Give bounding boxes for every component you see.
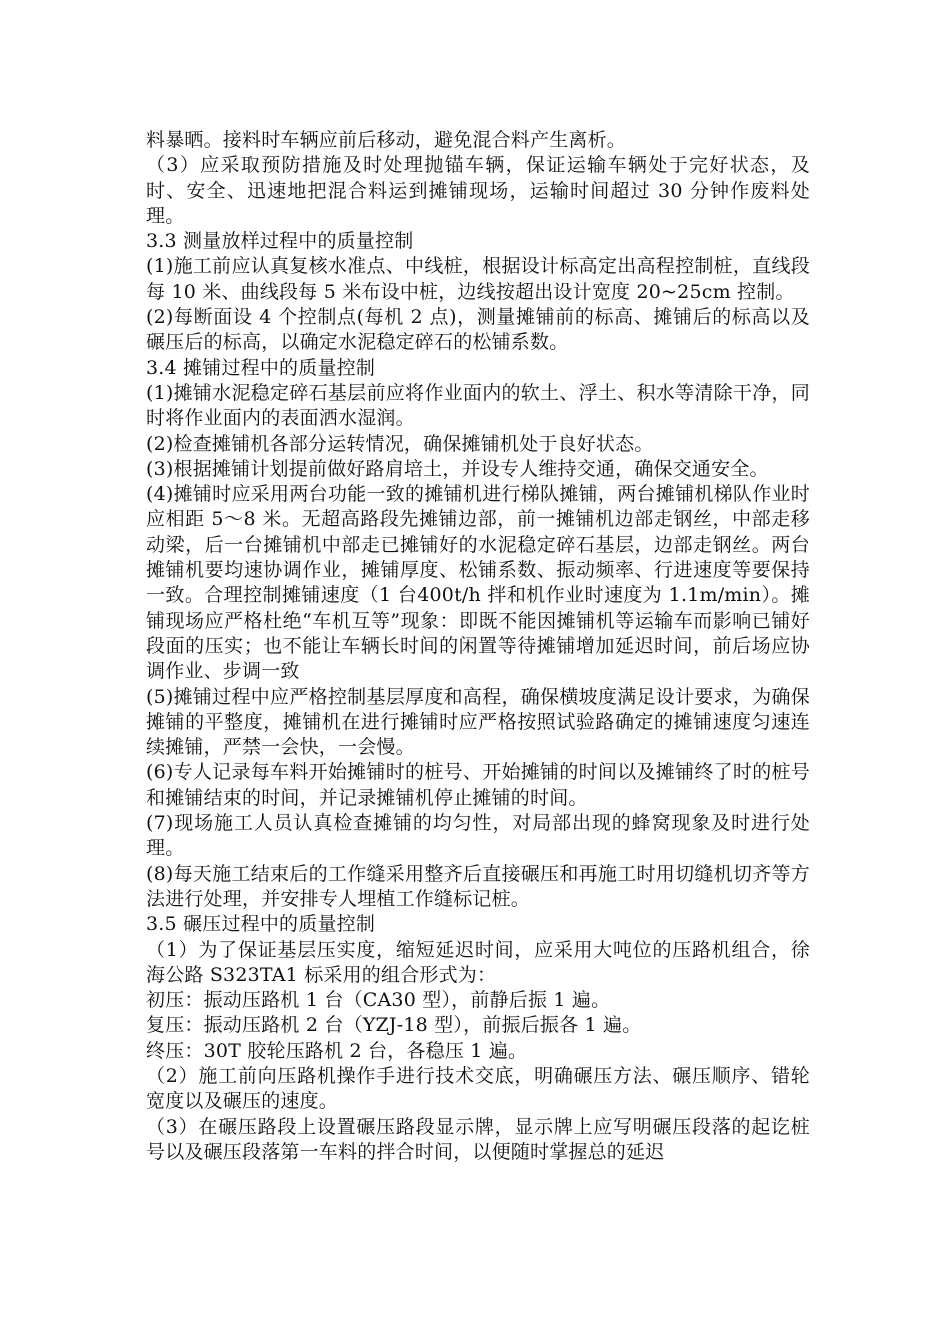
paragraph: 复压：振动压路机 2 台（YZJ-18 型），前振后振各 1 遍。 [146,1014,642,1037]
section-heading: 3.5 碾压过程中的质量控制 [146,913,376,936]
paragraph: (4)摊铺时应采用两台功能一致的摊铺机进行梯队摊铺，两台摊铺机梯队作业时应相距 5～8 米。无超高路段先摊铺边部，前一摊铺机边部走钢丝，中部走移动梁，后一台摊铺机中部走已摊铺好的水泥稳定碎石基层，边部走钢丝。两台摊铺机要均速协调作业，摊铺厚度、松铺系数、振动频率、行进速度等要保持一致。合理控制摊铺速度（1 台400t/h 拌和机作业时速度为 1.1m/min）。摊铺现场应严格杜绝“车机互等”现象：即既不能因摊铺机等运输车而影响已铺好段面的压实；也不能让车辆长时间的闲置等待摊铺增加延迟时间，前后场应协调作业、步调一致 [146,483,810,683]
paragraph: 料暴晒。接料时车辆应前后移动，避免混合料产生离析。 [146,129,627,151]
section-heading: 3.4 摊铺过程中的质量控制 [146,356,376,379]
paragraph: （2）施工前向压路机操作手进行技术交底，明确碾压方法、碾压顺序、错轮宽度以及碾压的速度。 [146,1064,810,1113]
paragraph: (8)每天施工结束后的工作缝采用整齐后直接碾压和再施工时用切缝机切齐等方法进行处理，并安排专人埋植工作缝标记桩。 [146,862,810,910]
document-page [146,128,810,1165]
paragraph: (6)专人记录每车料开始摊铺时的桩号、开始摊铺的时间以及摊铺终了时的桩号和摊铺结束的时间，并记录摊铺机停止摊铺的时间。 [146,761,810,809]
paragraph: （3）应采取预防措施及时处理抛锚车辆，保证运输车辆处于完好状态，及时、安全、迅速地把混合料运到摊铺现场，运输时间超过 30 分钟作废料处理。 [146,154,810,227]
paragraph: (2)每断面设 4 个控制点(每机 2 点)，测量摊铺前的标高、摊铺后的标高以及碾压后的标高，以确定水泥稳定碎石的松铺系数。 [146,306,810,354]
paragraph: (1)施工前应认真复核水准点、中线桩，根据设计标高定出高程控制桩，直线段每 10 米、曲线段每 5 米布设中桩，边线按超出设计宽度 20~25cm 控制。 [146,255,810,303]
paragraph: (5)摊铺过程中应严格控制基层厚度和高程，确保横坡度满足设计要求，为确保摊铺的平整度，摊铺机在进行摊铺时应严格按照试验路确定的摊铺速度匀速连续摊铺，严禁一会快，一会慢。 [146,685,810,759]
section-heading: 3.3 测量放样过程中的质量控制 [146,230,414,253]
paragraph: 初压：振动压路机 1 台（CA30 型），前静后振 1 遍。 [146,989,611,1012]
paragraph: (1)摊铺水泥稳定碎石基层前应将作业面内的软土、浮土、积水等清除干净，同时将作业面内的表面洒水湿润。 [146,381,810,430]
paragraph: (7)现场施工人员认真检查摊铺的均匀性，对局部出现的蜂窝现象及时进行处理。 [146,812,810,860]
paragraph: (3)根据摊铺计划提前做好路肩培土，并设专人维持交通，确保交通安全。 [146,457,769,480]
paragraph: （1）为了保证基层压实度，缩短延迟时间，应采用大吨位的压路机组合，徐海公路 S323TA1 标采用的组合形式为： [146,938,810,986]
paragraph: 终压：30T 胶轮压路机 2 台，各稳压 1 遍。 [146,1039,528,1062]
paragraph: （3）在碾压路段上设置碾压路段显示牌，显示牌上应写明碾压段落的起讫桩号以及碾压段落第一车料的拌合时间，以便随时掌握总的延迟 [146,1115,810,1163]
paragraph: (2)检查摊铺机各部分运转情况，确保摊铺机处于良好状态。 [146,432,654,455]
